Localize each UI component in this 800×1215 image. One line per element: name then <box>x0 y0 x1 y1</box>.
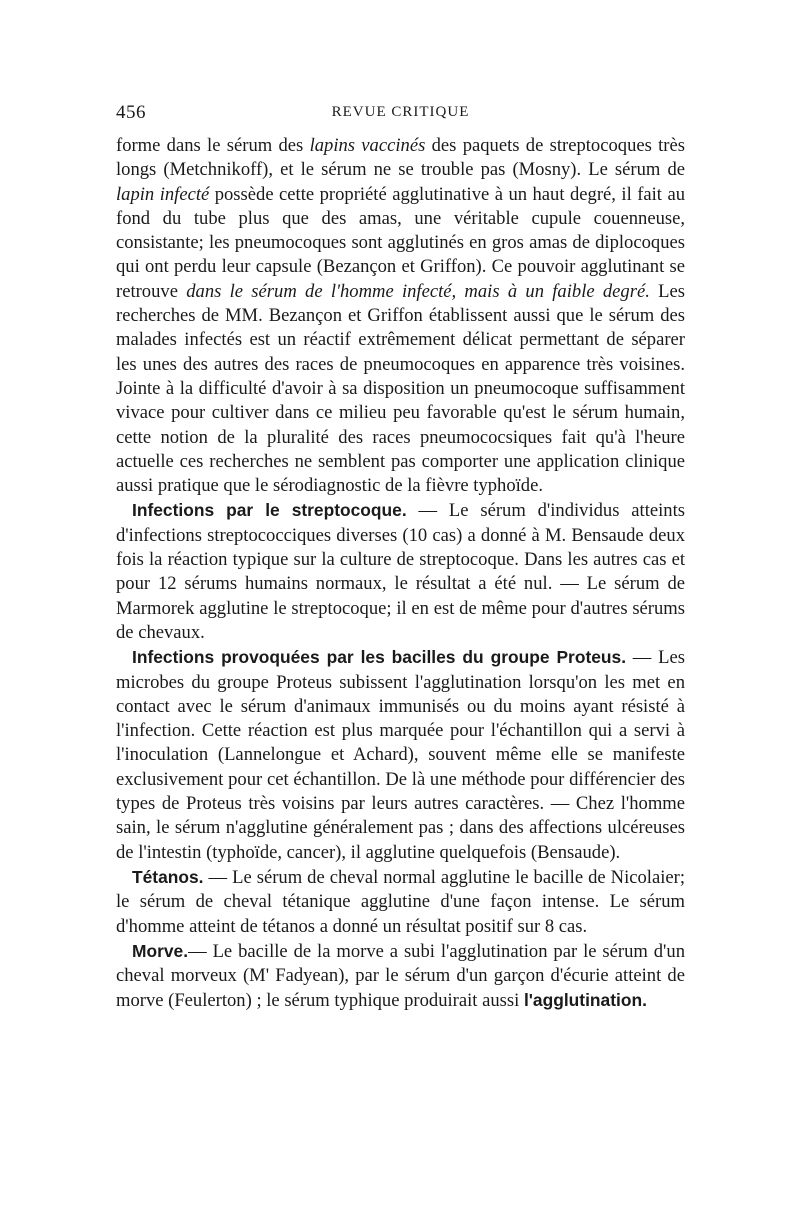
paragraph-tetanos <box>116 865 685 939</box>
paragraph-text: — Le sérum d'individus atteints d'infections streptococciques diverses (10 cas) a donné à M. Bensaude deux fois la réaction typique sur la culture de streptocoque. Dans les autres cas et pour 12 sérums humains normaux, le résultat a été nul. — Le sérum de Marmorek agglutine le streptocoque; il en est de même pour d'autres sérums de chevaux. <box>116 500 685 643</box>
section-heading: Tétanos. <box>132 866 204 887</box>
italic-run: lapins vaccinés <box>309 135 426 156</box>
running-title: REVUE CRITIQUE <box>331 104 470 120</box>
text-run: possède cette propriété agglutinative à un haut degré, il fait au fond du tube plus que des amas, une véritable cupule couenneuse, consistante; les pneumocoques sont agglutinés en gros amas de diplocoques qui ont perdu leur capsule (Bezançon et Griffon). Ce pouvoir agglutinant se retrouve <box>116 183 685 302</box>
body-text <box>116 134 685 1014</box>
paragraph-text: — Le bacille de la morve a subi l'agglutination par le sérum d'un cheval morveux (M' Fadyean), par le sérum d'un garçon d'écurie atteint de morve (Feulerton) ; le sérum typhique produirait aussi <box>116 940 685 1012</box>
paragraph-streptocoque <box>116 498 685 645</box>
paragraph-pneumocoque <box>116 134 685 498</box>
text-run: des paquets de streptocoques très longs (Metchnikoff), et le sérum ne se trouble pas (Mosny). Le sérum de <box>116 135 685 181</box>
text-run: Les recherches de MM. Bezançon et Griffon établissent aussi que le sérum des malades infectés est un réactif extrêmement délicat permettant de séparer les unes des autres des races de pneumocoques en apparence très voisines. Jointe à la difficulté d'avoir à sa disposition un pneumocoque suffisamment vivace pour cultiver dans ce milieu peu favorable qu'est le sérum humain, cette notion de la pluralité des races pneumococsiques fait qu'à l'heure actuelle ces recherches ne semblent pas comporter une application clinique aussi pratique que le sérodiagnostic de la fièvre typhoïde. <box>116 280 685 497</box>
closing-word: l'agglutination. <box>523 990 647 1011</box>
paragraph-proteus <box>116 645 685 865</box>
italic-run: lapin infecté <box>116 183 210 205</box>
page-number: 456 <box>116 102 146 123</box>
section-heading: Infections provoquées par les bacilles du groupe Proteus. <box>132 647 627 668</box>
section-heading: Infections par le streptocoque. <box>132 500 407 521</box>
section-heading: Morve. <box>132 940 189 961</box>
paragraph-text: — Le sérum de cheval normal agglutine le bacille de Nicolaier; le sérum de cheval tétanique agglutine d'une façon intense. Le sérum d'homme atteint de tétanos a donné un résultat positif sur 8 cas. <box>116 866 685 937</box>
italic-run: dans le sérum de l'homme infecté, mais à un faible degré. <box>186 280 650 302</box>
paragraph-morve <box>116 939 685 1014</box>
text-run: forme dans le sérum des <box>116 135 310 156</box>
page-header <box>116 100 685 126</box>
paragraph-text: — Les microbes du groupe Proteus subissent l'agglutination lorsqu'on les met en contact avec le sérum d'animaux immunisés ou du moins ayant résisté à l'infection. Cette réaction est plus marquée pour l'échantillon qui a servi à l'inoculation (Lannelongue et Achard), souvent même elle se manifeste exclusivement pour cet échantillon. De là une méthode pour différencier des types de Proteus très voisins par leurs autres caractères. — Chez l'homme sain, le sérum n'agglutine généralement pas ; dans des affections ulcéreuses de l'intestin (typhoïde, cancer), il agglutine quelquefois (Bensaude). <box>116 647 685 863</box>
